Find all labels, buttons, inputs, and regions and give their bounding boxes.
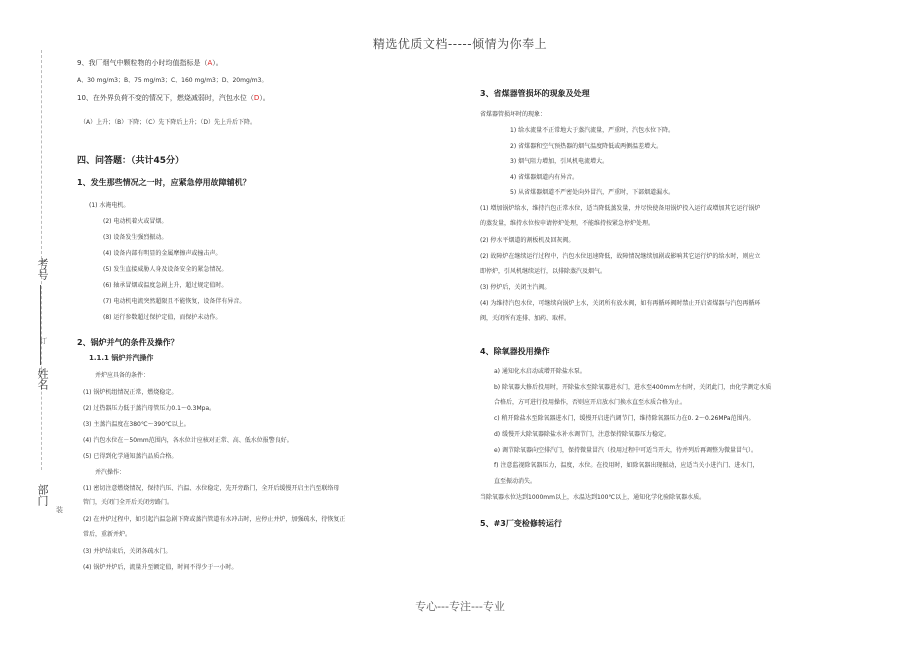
list-item: 即停炉，引风机继续运行，以排除蒸汽及烟气。 [480,268,607,275]
q2-lead: 并炉应具备的条件： [95,372,150,379]
q10-suffix: ）。 [259,94,270,102]
list-item: (3) 设备发生强烈振动。 [103,234,168,241]
list-item: (2) 电动机着火或冒烟。 [103,218,168,225]
q9-answer: A [207,59,213,67]
q2-subheading: 1.1.1 锅炉并汽操作 [89,354,154,362]
list-item: (4) 汽包水位在－50mm范围内，各水位计应核对正常、高、低水位报警良好。 [83,437,293,444]
list-item: f) 注意监视除氧器压力，温度，水位。在投用时，如除氧器出现振动，应适当关小进汽门、进水门， [494,462,759,469]
section-3-title: 3、省煤器管损坏的现象及处理 [480,89,590,98]
section-4-title: 四、问答题：（共计45分） [77,156,185,166]
list-item: 常后，重新并炉。 [83,531,132,538]
exam-no-label: 考号 [36,258,49,280]
list-item: 直至振动消失。 [494,478,537,485]
section-5-title: 5、#3厂变检修转运行 [480,519,562,528]
list-item: (2) 停水平烟道的割板机及回灰阀。 [480,237,575,244]
list-item: (3) 并炉结束后，关闭各疏水门。 [83,548,172,555]
list-item: 阀，关闭所有连排、加药、取样。 [480,315,571,322]
list-item: (4) 锅炉并炉后，流量升至额定值，时间不得少于一小时。 [83,564,238,571]
q9-suffix: ）。 [212,59,223,67]
list-item: (1) 锅炉机组情况正常，燃烧稳定。 [83,389,178,396]
q10-options: （A）上升；（B）下降；（C）先下降后上升；（D）先上升后下降。 [80,119,257,126]
list-item: 合格后，方可进行投用操作，否则应开启放水门换水直至水质合格为止。 [494,399,687,406]
list-item: (1) 密切注意燃烧情况，保持汽压、汽温、水位稳定，先开旁路门，全开后缓慢开启主汽至联络母 [83,485,340,492]
list-item: 5) 从省煤器烟道不严密处向外冒汽，严重时，下部烟道漏水。 [510,189,675,196]
page-footer: 专心---专注---专业 [415,600,505,613]
s3-lead: 省煤器管损坏时的现象： [480,111,547,118]
list-item: (3) 主蒸汽温度在380℃～390℃以上。 [83,421,190,428]
list-item: (1) 增加锅炉给水，维持汽包正常水位，适当降低蒸发量，并尽快使备用锅炉投入运行或增加其它运行锅炉 [480,205,761,212]
list-item: (8) 运行参数超过保护定值，而保护未动作。 [103,314,222,321]
list-item: (3) 停炉后，关闭主汽阀。 [480,284,551,291]
ding-mark: 订 [40,337,47,345]
q9 [77,58,223,68]
list-item: (2) 过热器压力低于蒸汽母管压力0.1～0.3Mpa。 [83,405,216,412]
list-item: 管门，关闭门全开后关闭旁路门。 [83,499,174,506]
page-header: 精选优质文档-----倾情为你奉上 [372,37,548,51]
exam-no-line [40,285,41,365]
list-item: 4) 省煤器烟道内有异音。 [510,174,579,181]
q10 [77,93,270,103]
list-item: a) 通知化水启动或增开除盐水泵。 [494,368,586,375]
list-item: (2) 在并炉过程中，如引起汽温急剧下降或蒸汽管道有水冲击时，应停止并炉，加强疏水，待恢复正 [83,516,346,523]
list-item: d) 缓慢开大除氧器除盐水补水调节门，注意保持除氧器压力稳定。 [494,431,671,438]
list-item: (1) 水淹电机。 [89,202,130,209]
list-item: 3) 烟气阻力增加，引风机电流增大。 [510,158,609,165]
zhuang-mark: 装 [56,506,63,514]
q9-prefix: 9、我厂烟气中颗粒物的小时均值指标是（ [77,59,208,67]
q10-answer: D [253,94,260,102]
list-item: 1) 给水流量不正常地大于蒸汽流量，严重时，汽包水位下降。 [510,127,675,134]
list-item: (4) 为维持汽包水位，可继续向锅炉上水，关闭所有放水阀，如有再循环阀时禁止开启省煤器与汽包再循环 [480,300,761,307]
q2-title: 2、锅炉并气的条件及操作？ [77,338,179,347]
list-item: (5) 已得到化学通知蒸汽品质合格。 [83,453,178,460]
s4-closing: 当除氧器水位达到1000mm以上，水温达到100℃以上，通知化学化验除氧器水质。 [480,494,706,501]
q10-prefix: 10、在外界负荷不变的情况下，燃烧减弱时，汽包水位（ [77,94,254,102]
section-4-title-right: 4、除氧器投用操作 [480,347,550,356]
list-item: e) 调节除氧器向空排汽门，保持微量冒汽（投用过程中可适当开大，待并列后再调整为微量冒气）。 [494,447,757,454]
list-item: (4) 设备内部有明显的金属摩擦声或撞击声。 [103,250,222,257]
list-item: b) 除氧器大修后投用时，开除盐水至除氧器进水门，进水至400mm左右时，关闭此门，由化学测定水质 [494,384,772,391]
list-item: 的蒸发量，维持水位按申请停炉处理，不能维持按紧急停炉处理。 [480,220,655,227]
list-item: (6) 轴承冒烟或温度急剧上升，超过规定值时。 [103,282,228,289]
name-label: 姓名 [36,368,49,390]
list-item: 2) 省煤器和空气预热器的烟气温度降低或两侧温差增大。 [510,143,663,150]
list-item: (2) 故障炉在继续运行过程中，汽包水位迅速降低，故障情况继续加剧或影响其它运行炉的给水时，则应立 [480,253,761,260]
list-item: (5) 发生直接威胁人身及设备安全的紧急情况。 [103,266,228,273]
dept-label: 部门 [36,484,49,506]
list-item: c) 稍开除盐水至除氧器进水门，缓慢开启进汽调节门，维持除氧器压力在0. 2～0.26MPa范围内。 [494,415,755,422]
q2-op-lead: 并汽操作： [95,469,126,476]
q1-title: 1、发生那些情况之一时，应紧急停用故障辅机？ [77,178,251,187]
list-item: (7) 电动机电流突然超限且不能恢复，设备伴有异音。 [103,298,246,305]
q9-options: A、30 mg/m3；B、75 mg/m3；C、160 mg/m3；D、20mg/m3。 [77,77,268,84]
